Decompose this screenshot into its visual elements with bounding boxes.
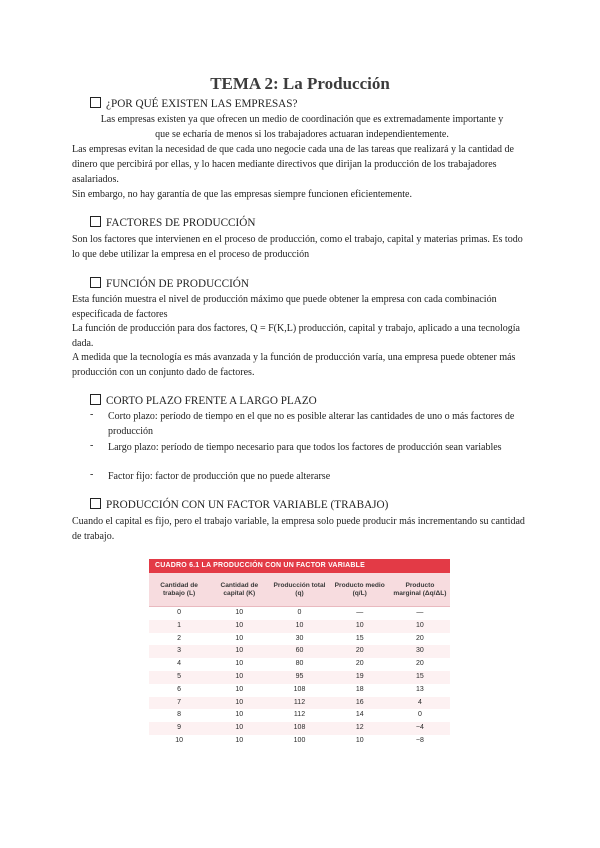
list-item: Corto plazo: período de tiempo en el que no es posible alterar las cantidades de uno o más factores de producción [108,411,515,437]
table-cell: 10 [235,736,244,744]
page-title: TEMA 2: La Producción [210,74,390,93]
list-bullet: - [90,469,94,480]
table-cell: 10 [235,621,244,629]
section-heading-text: PRODUCCIÓN CON UN FACTOR VARIABLE (TRABAJO) [106,499,389,511]
table-cell: 9 [177,724,182,732]
table-row [149,709,450,722]
table-cell: 80 [295,660,304,668]
table-row [149,620,450,633]
table-cell: 1 [177,621,182,629]
section-heading-funcion [90,277,249,290]
table-cell: 108 [293,685,306,693]
table-cell: 12 [355,724,364,732]
table-header-cell: Cantidad de capital (K) [220,581,259,597]
table-row [149,671,450,684]
table-cell: 10 [416,621,424,629]
table-cell: 10 [235,685,244,693]
table-cell: 3 [177,647,182,655]
paragraph: Esta función muestra el nivel de producción máximo que puede obtener la empresa con cada combinación especificada de factores [72,294,497,320]
table-cell: 4 [417,698,422,706]
table-caption: CUADRO 6.1 LA PRODUCCIÓN CON UN FACTOR VARIABLE [149,559,450,573]
table-cell: 0 [177,609,182,616]
table-cell: — [416,609,424,616]
section-heading-factor-variable [90,498,388,511]
table-cell: 10 [235,724,244,732]
table-cell: 10 [355,621,364,629]
table-cell: −8 [415,736,424,744]
table-cell: 10 [355,736,364,744]
list-bullet: - [90,440,94,451]
table-cell: 10 [235,672,244,680]
checkbox-icon [90,498,101,509]
paragraph: A medida que la tecnología es más avanzada y la función de producción varía, una empresa puede obtener más producción con un conjunto dado de factores. [72,352,516,378]
paragraph: Sin embargo, no hay garantía de que las empresas siempre funcionen eficientemente. [72,189,412,200]
paragraph: Son los factores que intervienen en el proceso de producción, como el trabajo, capital y materias primas. Es todo lo que debe utilizar la empresa en el proceso de producción [72,234,523,260]
table-header-cell: Cantidad de trabajo (L) [160,581,198,597]
table-cell: 5 [177,672,182,680]
table-cell: 15 [355,634,364,642]
table-cell: 7 [177,698,182,706]
table-cell: 0 [417,711,422,719]
table-cell: 10 [235,634,244,642]
paragraph: Cuando el capital es fijo, pero el trabajo variable, la empresa solo puede producir más incrementando su cantidad de trabajo. [72,516,525,542]
paragraph: Las empresas evitan la necesidad de que cada uno negocie cada una de las tareas que realizará y la cantidad de dinero que percibirá por ellas, y lo hacen mediante directivos que dirijan la producción de los trabajadores asalariados. [72,144,514,185]
table-row [149,722,450,735]
paragraph [72,112,532,142]
paragraph: La función de producción para dos factores, Q = F(K,L) producción, capital y trabajo, aplicado a una tecnología dada. [72,323,520,349]
table-cell: 100 [293,736,306,744]
table-cell: 60 [295,647,304,655]
table-body [149,607,450,748]
table-cell: 20 [355,647,364,655]
section-heading-empresas [90,97,297,110]
list-item: Factor fijo: factor de producción que no puede alterarse [108,471,331,482]
table-header-cell: Producto marginal (Δq/ΔL) [393,581,447,597]
table-row [149,684,450,697]
production-table [149,559,450,760]
table-cell: 20 [355,660,364,668]
table-cell: 8 [177,711,182,719]
table-row [149,697,450,710]
table-cell: 30 [295,634,304,642]
section-heading-text: FACTORES DE PRODUCCIÓN [106,217,256,229]
section-heading-text: FUNCIÓN DE PRODUCCIÓN [106,278,249,290]
table-cell: 108 [293,724,306,732]
table-cell: — [356,609,364,616]
checkbox-icon [90,394,101,405]
table-cell: 6 [177,685,182,693]
table-cell: 10 [235,711,244,719]
table-cell: 20 [416,634,424,642]
section-heading-text: ¿POR QUÉ EXISTEN LAS EMPRESAS? [106,98,298,110]
list-bullet: - [90,409,94,420]
table-cell: 10 [295,621,304,629]
table-header-cell: Producto medio (q/L) [334,581,385,597]
table-cell: 10 [235,660,244,668]
table-cell: −4 [415,724,424,732]
checkbox-icon [90,216,101,227]
table-cell: 13 [416,685,424,693]
section-heading-plazo [90,394,317,407]
table-cell: 95 [295,672,304,680]
table-cell: 112 [293,711,306,719]
table-cell: 0 [297,609,302,616]
table-cell: 15 [416,672,424,680]
paragraph-line: Las empresas existen ya que ofrecen un medio de coordinación que es extremadamente importante y [100,114,504,125]
paragraph-line: que se echaría de menos si los trabajadores actuaran independientemente. [155,129,449,140]
table-row [149,658,450,671]
table-row [149,645,450,658]
table-cell: 10 [235,647,244,655]
table-cell: 10 [175,736,183,744]
table-cell: 112 [293,698,306,706]
table-cell: 10 [235,609,244,616]
table-cell: 2 [177,634,182,642]
table-header-cell: Producción total (q) [273,581,326,597]
table-row [149,607,450,620]
table-row [149,735,450,748]
checkbox-icon [90,97,101,108]
table-cell: 16 [355,698,364,706]
table-cell: 18 [355,685,364,693]
table-header-row [149,573,450,607]
section-heading-text: CORTO PLAZO FRENTE A LARGO PLAZO [106,395,317,407]
table-cell: 20 [416,660,424,668]
section-heading-factores [90,216,255,229]
table-cell: 14 [355,711,364,719]
table-cell: 30 [416,647,424,655]
table-row [149,633,450,646]
table-cell: 19 [355,672,364,680]
table-cell: 4 [177,660,182,668]
checkbox-icon [90,277,101,288]
list-item: Largo plazo: período de tiempo necesario para que todos los factores de producción sean variables [108,442,502,453]
table-cell: 10 [235,698,244,706]
